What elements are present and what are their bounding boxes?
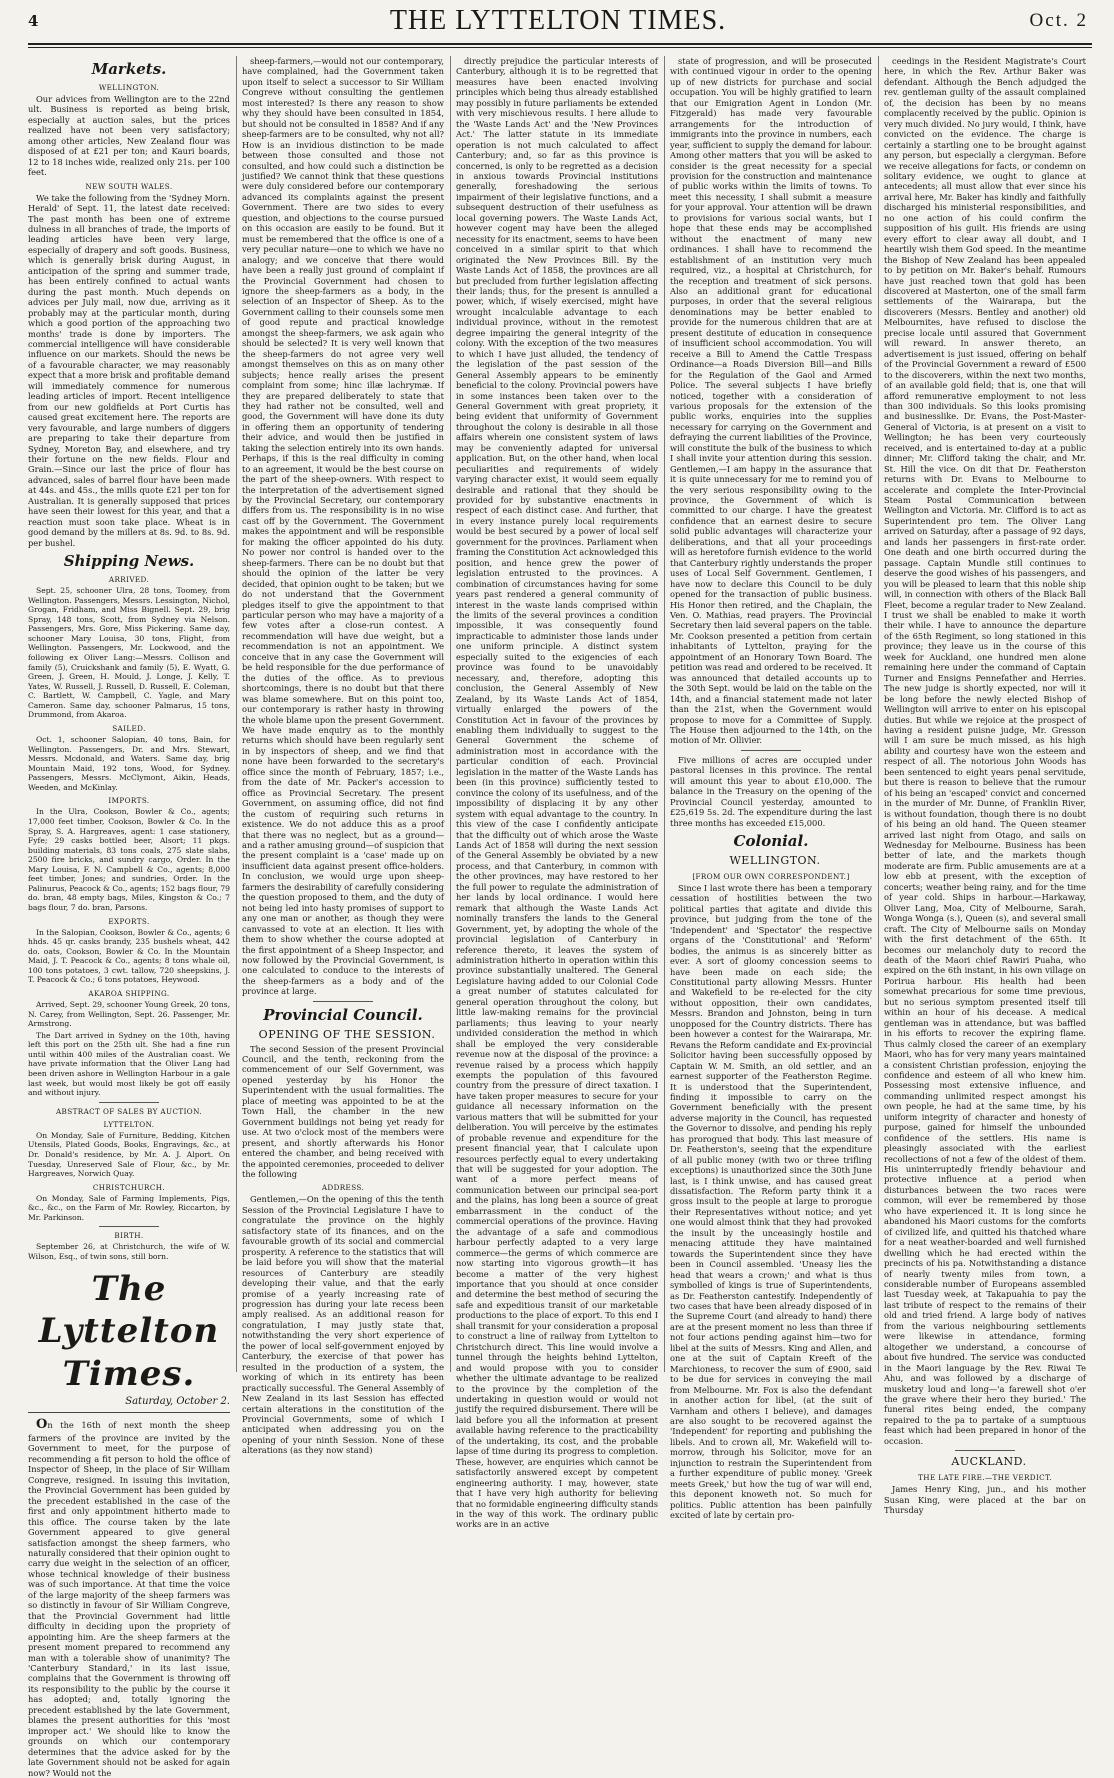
- sailed-subheading: SAILED.: [112, 723, 146, 733]
- auckland-headline: AUCKLAND.: [951, 1455, 1027, 1469]
- column-3: [456, 56, 658, 1530]
- column-2: [242, 56, 444, 1456]
- akaroa-subheading: AKAROA SHIPPING.: [88, 989, 170, 998]
- column-divider: [664, 56, 665, 1372]
- exports-list: In the Salopian, Cookson, Bowler & Co., agents; 6 hhds. 45 qr. casks brandy, 235 bushels wheat, 442 do. oats, Cookson, Bowler & Co. In the Mountain Maid, J. T. Peacock & Co., agents; 8 tons whale oil, 100 tons potatoes, 3 cwt. tallow, 720 sheepskins, J. T. Peacock & Co.; 6 tons potatoes, Heywood.: [28, 927, 230, 985]
- correspondent-subheading: [FROM OUR OWN CORRESPONDENT.]: [692, 871, 850, 881]
- header-rule: [28, 43, 1092, 45]
- lyttelton-subheading: LYTTELTON.: [103, 1119, 155, 1129]
- session-text: The second Session of the present Provincial Council, and the tenth, reckoning from the commencement of our Self Government, was opened yesterday by his Honor the Superintendent with the usual formalities. The place of meeting was appointed to be at the Town Hall, the chamber in the new Government buildings not being yet ready for use. At two o'clock most of the members were present, and shortly afterwards his Honor entered the chamber, and being received with the appointed ceremonies, proceeded to deliver the following: [242, 1043, 444, 1179]
- arrived-subheading: ARRIVED.: [108, 574, 150, 584]
- address-continued: directly prejudice the particular interests of Canterbury, although it is to be regretted that measures have been enacted involving principles which being thus already established may possibly in future parliaments be extended with very mischievous results. I here allude to the 'Waste Lands Act' and the 'New Provinces Act.' The latter statute in its immediate operation is not much calculated to affect Canterbury; and, so far as this province is concerned, is only to be regretted as a decision in anxious towards Provincial institutions generally, foreshadowing the serious impairment of their legislative functions, and a subsequent destruction of their usefulness as local governing powers. The Waste Lands Act, however cogent may have been the alleged necessity for its enactment, seems to have been conceived in a similar spirit to that which originated the New Provinces Bill. By the Waste Lands Act of 1858, the provinces are all but precluded from further legislation affecting their lands; thus, for the present is annulled a power, which, if wisely exercised, might have wrought incalculable advantage to each individual province, without in the remotest degree impairing the general integrity of the colony. With the exception of the two measures to which I have just alluded, the tendency of the legislation of the past session of the General Assembly appears to be eminently beneficial to the colony. Provincial powers have in some instances been taken over to the General Government with great propriety, it being evident that uniformity of Government throughout the colony is desirable in all those affairs wherein one consistent system of laws may be conveniently adapted for universal application. But, on the other hand, when local peculiarities and requirements of widely varying character exist, it would seem equally desirable and rational that they should be provided for by substantive enactments in respect of each distinct case. And further, that in every instance purely local requirements would be best secured by a power of local self government for the provinces. Parliament when framing the Constitution Act acknowledged this position, and hence grew the power of legislation entrusted to the provinces. A combination of circumstances having for some years past rendered a general community of interest in the waste lands comprised within the limits of the several provinces a condition impossible, it was consequently found impracticable to administer those lands under one uniform principle. A distinct system especially suited to the exigencies of each province was found to be unavoidably necessary, and, therefore, adopting this conclusion, the General Assembly of New Zealand, by its Waste Lands Act of 1854, virtually enlarged the powers of the Constitution Act in favour of the provinces by enabling them individually to suggest to the General Government the scheme of administration most in accordance with the particular condition of each. Provincial legislation in the matter of the Waste Lands has been (in this province) sufficiently tested to convince the colony of its usefulness, and of the impossibility of displacing it by any other system with equal advantage to the country. In this view of the case I confidently anticipate that the difficulty out of which arose the Waste Lands Act of 1858 will during the next session of the General Assembly be obviated by a new process, and that Canterbury, in common with the other provinces, may have restored to her the full power to regulate the administration of her lands by local ordinance. I would here remark that although the Waste Lands Act nominally transfers the lands to the General Government, yet, by adopting the whole of the provincial legislation of Canterbury in reference thereto, it leaves the system of administration hitherto in operation within this province substantially unaltered. The General Legislature having added to our Colonial Code a great number of statutes calculated for general operation throughout the colony, but little law-making remains for the provincial parliaments; thus leaving to your nearly undivided consideration the method in which shall be employed the very considerable revenue now at the disposal of the province: a revenue raised by a process which happily exempts the population of this favoured country from the pressure of direct taxation. I have taken proper measures to secure for your guidance all necessary information on the various matters that will be submitted for your deliberation. You will perceive by the estimates of probable revenue and expenditure for the present financial year, that I calculate upon resources perfectly equal to every undertaking that will be suggested for your adoption. The want of a more perfect means of communication between our principal sea-port and the plains, has long been a source of great embarrassment in the conduct of the commercial operations of the province. Having the advantage of a safe and commodious harbour perfectly adapted to a very large commerce—the germs of which commerce are now starting into vigorous growth—it has become a matter of the very highest importance that you should at once consider and determine the best method of securing the safe and expeditious transit of our marketable productions to the place of export. To this end I shall transmit for your consideration a proposal to construct a line of railway from Lyttelton to Christchurch direct. This line would involve a tunnel through the heights behind Lyttelton, and would propose with you to consider whether the ultimate advantage to be realized to the province by the completion of the undertaking in question would or would not justify the required disbursement. There will be laid before you all the information at present available having reference to the practicability of the undertaking, its cost, and the probable lapse of time during its progress to completion. These, however, are enquiries which cannot be satisfactorily answered except by competent engineering authority. I may, however, state that I have very high authority for believing that no formidable engineering difficulty stands in the way of this work. The ordinary public works are in an active: [456, 56, 658, 1530]
- column-1: [28, 56, 230, 1778]
- section-rule: [313, 1001, 373, 1002]
- section-rule: [741, 750, 801, 751]
- column-divider: [236, 56, 237, 1372]
- auction-sales-lyttelton: On Monday, Sale of Furniture, Bedding, Kitchen Utensils, Plated Goods, Books, Engravings, &c., at Dr. Donald's residence, by Mr. A. J. Alport. On Tuesday, Unreserved Sale of Flour, &c., by Mr. Hargreaves, Norwich Quay.: [28, 1130, 230, 1179]
- birth-heading: BIRTH.: [114, 1231, 144, 1241]
- auction-sales-christchurch: On Monday, Sale of Farming Implements, Pigs, &c., &c., on the Farm of Mr. Rowley, Riccarton, by Mr. Parkinson.: [28, 1193, 230, 1222]
- column-5: [884, 56, 1086, 1516]
- editorial-text: On the 16th of next month the sheep farmers of the province are invited by the Government to meet, for the purpose of recommending a fit person to hold the office of Inspector of Sheep, in the place of Sir William Congreve, resigned. In issuing this invitation, the Provincial Government has been guided by the precedent established in the case of the first and only appointment hitherto made to this office. The course taken by the late Government appeared to give general satisfaction amongst the sheep farmers, who naturally considered that their opinion ought to carry due weight in the selection of an officer, whose technical knowledge of their business was of such importance. At that time the voice of the large majority of the sheep farmers was so distinctly in favour of Sir William Congreve, that the Provincial Government had little difficulty in deciding upon the propriety of appointing him. Are the sheep farmers at the present moment prepared to recommend any man with a tolerable show of unanimity? The 'Canterbury Standard,' in its last issue, complains that the Government is throwing off its responsibility to the public by the course it has adopted; and, totally ignoring the precedent established by the late Government, blames the present authorities for this 'most improper act.' We should like to know the grounds on which our contemporary determines that the advice asked for by the late Government should not be asked for again now? Would not the: [28, 1416, 230, 1778]
- treasury-note: Five millions of acres are occupied under pastoral licenses in this province. The rental will amount this year to about £10,000. The balance in the Treasury on the opening of the Provincial Council yesterday, amounted to £25,619 5s. 2d. The expenditure during the last three months has exceeded £15,000.: [670, 754, 872, 828]
- arrived-list: Sept. 25, schooner Ulra, 28 tons, Toomey, from Wellington. Passengers, Messrs. Lessington, Nichol, Grogan, Fridham, and Miss Bignell. Sept. 29, brig Spray, 148 tons, Scott, from Sydney via Nelson. Passengers, Mrs. Gore, Miss Pickering. Same day, schooner Mary Louisa, 30 tons, Flight, from Wellington. Passengers, Mr. Lockwood, and the following ex Oliver Lang:—Messrs. Collison and family (5), Cruickshank and family (5), E. Wyatt, G. Green, J. Green, H. Mould, J. Longe, J. Kelly, T. Yates, W. Russell, J. Russell, D. Russell, E. Coleman, C. Bartlett, W. Campbell, C. Yagle, and Mary Cameron. Same day, schooner Palmarus, 15 tons, Drummond, from Akaroa.: [28, 586, 230, 720]
- session-headline: OPENING OF THE SESSION.: [258, 1027, 436, 1041]
- address-conclusion: state of progression, and will be prosecuted with continued vigour in order to the opening up of new districts for purchase and social occupation. You will be highly gratified to learn that our Emigration Agent in London (Mr. Fitzgerald) has made very favourable arrangements for the introduction of immigrants into the province in numbers, each year, sufficient to supply the demand for labour. Among other matters that you will be asked to consider is the great necessity for a special provision for the construction and maintenance of public works within the limits of towns. To meet this necessity, I shall submit a measure for your approval. Your attention will be drawn to provisions for various social wants, but I hope that these ends may be accomplished without the enactment of many new ordinances. I shall have to recommend the establishment of an institution very much required, viz., a hospital at Christchurch, for the reception and treatment of sick persons. Also an additional grant for educational purposes, in order that the several religious denominations may be better enabled to provide for the numerous children that are at present destitute of education in consequence of insufficient school accommodation. You will receive a Bill to Amend the Cattle Trespass Ordinance—a Roads Diversion Bill—and Bills for the Regulation of the Gaol and Armed Police. The several subjects I have briefly noticed, together with a consideration of various proposals for the extension of the public works, enquiries into the supplies necessary for carrying on the Government and defraying the current liabilities of the Province, will constitute the bulk of the business to which I shall invite your attention during this session. Gentlemen,—I am happy in the assurance that it is quite unnecessary for me to remind you of the very serious responsibility owing to the province, the Government of which is committed to our charge. I have the greatest confidence that an earnest desire to secure solid public advantages will characterize your deliberations, and that all your proceedings will as heretofore furnish evidence to the world that Canterbury rightly understands the proper uses of Local Self Government. Gentlemen, I have now to declare this Council to be duly opened for the transaction of public business. His Honor then retired, and the Chaplain, the Ven. O. Mathias, read prayers. The Provincial Secretary then laid several papers on the table. Mr. Cookson presented a petition from certain inhabitants of Lyttelton, praying for the appointment of an Honorary Town Board. The petition was read and ordered to be received. It was announced that detailed accounts up to the 30th Sept. would be laid on the table on the 14th, and a financial statement made not later than the 21st, when the Government would propose to move for a Committee of Supply. The House then adjourned to the 14th, on the motion of Mr. Ollivier.: [670, 56, 872, 746]
- wellington-market-report: Our advices from Wellington are to the 22nd ult. Business is reported as being brisk, especially at auction sales, but the prices realized have not been very satisfactory; among other articles, New Zealand flour was disposed of at £21 per ton; and Kauri boards, 12 to 18 inches wide, realized only 21s. per 100 feet.: [28, 93, 230, 178]
- shipping-heading: Shipping News.: [63, 552, 195, 571]
- wellington-letter: Since I last wrote there has been a temporary cessation of hostilities between the two political parties that agitate and divide this province, but judging from the tone of the 'Independent' and 'Spectator' the respective organs of the 'Constitutional' and 'Reform' bodies, the animus is as sincerely bitter as ever. A sort of gloomy concession seems to have been made on each side; the Constitutional party allowing Messrs. Hunter and Wakefield to be re-elected for the city without opposition, their own candidates, Messrs. Brandon and Johnston, being in turn unopposed for the Country districts. There has been however a contest for the Wairarapa, Mr. Revans the Reform candidate and Ex-provincial Solicitor having been successfully opposed by Captain W. M. Smith, an old settler, and an earnest supporter of the Featherston Regime. It is understood that the Superintendent, finding it impossible to carry on the Government beneficially with the present adverse majority in the Council, has requested the Governor to dissolve, and pending his reply has prorogued that body. This last measure of Dr. Featherston's, seeing that the expenditure of all public money (with two or three trifling exceptions) is unauthorized since the 30th June last, is I think unwise, and has caused great dissatisfaction. The Reform party think it a gross insult to the people at large to prorogue their Representatives without notice; and yet one would almost think that they had provoked the insult by the unceasingly hostile and menacing attitude they have maintained towards the Superintendent since they have been in Council assembled. 'Uneasy lies the head that wears a crown;' and what is thus symbolled of kings is true of Superintendents, as Dr. Featherston cantestify. Independently of two cases that have been already disposed of in the Supreme Court (and already to hand) there are at the present moment no less than three if not four actions pending against him—two for libel at the suits of Messrs. King and Allen, and one at the suit of Captain Kreeft of the Marchioness, to recover the sum of £900, said to be due for services in conveying the mail from Melbourne. Mr. Fox is also the defendant in another action for libel, (at the suit of Varnham and others I believe), and damages are also sought to be recovered against the 'Independent' for reporting and publishing the libels. And to crown all, Mr. Wakefield will to-morrow, through his Solicitor, move for an injunction to restrain the Superintendent from a further expenditure of public money. 'Greek meets Greek,' but how the tug of war will end, this deponent knoweth not. So much for politics. Public attention has been painfully excited of late by certain pro-: [670, 882, 872, 1521]
- sailed-list: Oct. 1, schooner Salopian, 40 tons, Bain, for Wellington. Passengers, Dr. and Mrs. Stewart, Messrs. Mcdonald, and Waters. Same day, brig Mountain Maid, 192 tons, Wood, for Sydney. Passengers, Messrs. McClymont, Aikin, Heads, Weeden, and McKinlay.: [28, 734, 230, 792]
- masthead-date: Saturday, October 2.: [28, 1396, 230, 1413]
- christchurch-subheading: CHRISTCHURCH.: [92, 1182, 166, 1192]
- column-4: [670, 56, 872, 1521]
- section-rule: [99, 1226, 159, 1227]
- wellington-letter-continued: ceedings in the Resident Magistrate's Court here, in which the Rev. Arthur Baker was defendant. Although the Bench adjudged the rev. gentleman guilty of the assault complained of, the decision has been by no means complacently received by the public. Opinion is very much divided. No jury would, I think, have convicted on the evidence. The charge is certainly a startling one to be brought against any person, but especially a clergyman. Before we receive allegations for facts, or condemn on solitary evidence, we ought to glance at antecedents; all must allow that ever since his arrival here, Mr. Baker has kindly and faithfully discharged his ministerial responsibilities, and no one action of his could confirm the supposition of his guilt. His friends are using every effort to clear away all doubt, and I heartily wish them God speed. In the meantime the Bishop of New Zealand has been appealed to by petition on Mr. Baker's behalf. Rumours have just reached town that gold has been discovered at Masterton, one of the small farm settlements of the Wairarapa, but the discoverers (Messrs. Bentley and another) old Melbournites, have refused to disclose the precise locale until assured that Government will reward. In answer thereto, an advertisement is just issued, offering on behalf of the Provincial Government a reward of £500 to the discoverers, within the next two months, of an available gold field; that is, one that will afford remunerative employment to not less than 300 individuals. So this looks promising and businesslike. Dr. Evans, the Post-Master-General of Victoria, is at present on a visit to Wellington; he has been very courteously received, and is entertained to-day at a public dinner; Mr. Clifford taking the chair, and Mr. St. Hill the vice. On dit that Dr. Featherston returns with Dr. Evans to Melbourne to accelerate and complete the Inter-Provincial Steam Postal Communication between Wellington and Victoria. Mr. Clifford is to act as Superintendent pro tem. The Oliver Lang arrived on Saturday, after a passage of 92 days, and lands her passengers in first-rate order. One death and one birth occurred during the passage. Captain Mundle still continues to deserve the good wishes of his passengers, and you will be pleased to learn that this noble ship will, in connection with others of the Black Ball Fleet, become a regular trader to New Zealand. I trust we shall be enabled to make it worth their while. I have to announce the departure of the 65th Regiment, so long stationed in this province; they leave us in the course of this week for Auckland, one hundred men alone remaining here under the command of Captain Turner and Ensigns Pennefather and Herries. The new judge is shortly expected, nor will it be long before the newly elected Bishop of Wellington will arrive to enter on his episcopal duties. But while we rejoice at the prospect of having a resident puisne judge, Mr. Gresson will I am sure be much missed, as his high ability and courtesy have won the esteem and respect of all. The notorious John Woods has been sentenced to eight years penal servitude, but there is reason to believe that the rumour of his being an 'escaped' convict and concerned in the murder of Mr. Dunne, of Franklin River, is without foundation, though there is no doubt of his being an old hand. The Queen steamer arrived last night from Otago, and sails on Wednesday for Melbourne. Business has been better of late, and the markets though moderate are firm. Public amusements are at a low ebb at present, with the exception of concerts; weather being rainy, and for the time of year cold. Ships in harbour.—Harkaway, Oliver Lang, Moa, City of Melbourne, Sarah, Wonga Wonga (s.), Queen (s), and several small craft. The City of Melbourne sails on Monday with the first detachment of the 65th. It becomes our melancholy duty to record the death of the Maori chief Rawiri Puaha, who expired on the 6th instant, in his own village on Porirua harbour. His health had been somewhat precarious for some time previous, but no serious symptom presented itself till within an hour of his decease. A medical gentleman was in attendance, but was baffled in his efforts to recover the expiring flame. Thus calmly closed the career of an exemplary Maori, who has for very many years maintained a consistent Christian profession, enjoying the confidence and esteem of all who knew him. Possessing most extensive influence, and commanding unlimited respect amongst his own people, he had at the same time, by his uniform integrity of character and honesty of purpose, gained for himself the unbounded confidence of the settlers. His name is pleasingly associated with the earliest recollections of not a few of the oldest of them. His uninterruptedly friendly behaviour and protective influence at a period when disturbances between the two races were common, will ever be remembered by those who have experienced it. It is long since he abandoned his Maori customs for the comforts of civilized life, and quitted his thatched whare for a neat weather-boarded and well furnished dwelling which he had erected within the precincts of his pa. Notwithstanding a distance of nearly twenty miles from town, a considerable number of Europeans assembled last Tuesday week, at Takapuahia to pay the last tribute of respect to the remains of their old and tried friend. A large body of natives from the various neighbouring settlements were likewise in attendance, forming altogether we understand, a concourse of about five hundred. The service was conducted in the Maori language by the Rev. Riwai Te Ahu, and was followed by a discharge of musketry loud and long—'a farewell shot o'er the grave where their hero they buried.' The funeral rites being ended, the company repaired to the pa to partake of a sumptuous feast which had been prepared in honor of the occasion.: [884, 56, 1086, 1446]
- section-rule: [99, 1102, 159, 1103]
- page-number: 4: [28, 12, 39, 30]
- provincial-council-heading: Provincial Council.: [263, 1005, 423, 1024]
- header-rule-thin: [28, 47, 1092, 48]
- issue-date: Oct. 2: [1029, 10, 1088, 31]
- imports-subheading: IMPORTS.: [108, 796, 150, 806]
- wellington-subheading: WELLINGTON.: [98, 82, 160, 92]
- nsw-subheading: NEW SOUTH WALES.: [85, 181, 173, 191]
- column-divider: [450, 56, 451, 1372]
- newspaper-title: THE LYTTELTON TIMES.: [389, 5, 727, 36]
- address-subheading: ADDRESS.: [321, 1183, 365, 1193]
- wellington-headline: WELLINGTON.: [729, 853, 821, 867]
- akaroa-list: Arrived, Sept. 29, schooner Young Greek, 20 tons, N. Carey, from Wellington, Sept. 26. Passenger, Mr. Armstrong.: [28, 1000, 230, 1029]
- imports-list: In the Ulra, Cookson, Bowler & Co., agents; 17,000 feet timber, Cookson, Bowler & Co. In the Spray, S. A. Hargreaves, agent: 1 case stationery, Fyfe; 29 casks bottled beer, Alsort; 11 pkgs. building materials, 83 tons coals, 275 slate slabs, 2500 fire bricks, and sundry cargo, Order. In the Mary Louisa, F. N. Campbell & Co., agents; 8,000 feet timber, Jones; and sundries, Order. In the Palinurus, Peacock & Co., agents; 152 bags flour, 79 do. bran, 48 empty bags, Miles, Kingston & Co.; 7 bags flour, 7 do. bran, Parsons.: [28, 807, 230, 912]
- editorial-continued: sheep-farmers,—would not our contemporary, have complained, had the Government taken upon itself to select a successor to Sir William Congreve without consulting the gentlemen most interested? Is there any reason to show why they should have been consulted in 1854, but should not be consulted in 1858? And if any sheep-farmers are to be consulted, why not all? How is an invidious distinction to be made between those consulted and those not consulted, and how could such a distinction be justified? We cannot think that these questions were duly considered before our contemporary advanced its complaints against the present Government. There are two sides to every question, and objections to the course pursued on this occasion are easily to be found. But it must be remembered that the office is one of a very peculiar nature—one to which we have no analogy; and we conceive that there would have been a really just ground of complaint if the Provincial Government had chosen to ignore the sheep-farmers as a body, in the selection of an Inspector of Sheep. As to the Government calling to their counsels some men of good repute and practical knowledge amongst the sheep-farmers, we ask again who should be selected? It is very well known that the sheep-farmers do not agree very well amongst themselves on this as on many other subjects; hence really arises the present complaint from some; hinc illæ lachrymæ. If they are prepared deliberately to state that they had rather not be consulted, well and good, the Government will have done its duty in offering them an opportunity of tendering their advice, and would then be justified in taking the selection entirely into its own hands. Perhaps, if this is the real difficulty in coming to an agreement, it would be the best course on the part of the sheep-owners. With respect to the interpretation of the advertisement signed by the Provincial Secretary, our contemporary differs from us. The responsibility is in no wise cast off by the Government. The Government makes the appointment and will be responsible for making the officer appointed do his duty. No power nor control is handed over to the sheep-farmers. There can be no doubt but that should the opinion of the latter be very decided, that opinion ought to be taken; but we do not understand that the Government pledges itself to give the appointment to that particular person who may have a majority of a few votes after a close-run contest. A recommendation will have due weight, but a recommendation is not an appointment. We conceive that in any case the Government will be held responsible for the due performance of the duties of the office. As to previous shortcomings, there is no doubt but that there was blame somewhere. But on this point too, our contemporary is rather hasty in throwing the whole blame upon the present Government. We have made enquiry as to the monthly returns which should have been regularly sent in by inspectors of sheep, and we find that none have been forwarded to the secretary's office since the month of February, 1857; i.e., from the date of Mr. Packer's accession to office as Provincial Secretary. The present Government, on assuming office, did not find the custom of requiring such returns in existence. We do not adduce this as a proof that there was no neglect, but as a ground—and a rather amusing ground—of suspicion that the present complaint is a 'case' made up on insufficient data against present office-holders. In conclusion, we would urge upon sheep-farmers the desirability of carefully considering the question proposed to them, and the duty of not being led into hasty promises of support to any one man or another, as though they were canvassed to vote at an election. It lies with them to show whether the course adopted at the first appointment of a Sheep Inspector, and now followed by the Provincial Government, is one calculated to conduce to the interests of the sheep-farmers as a body and of the province at large.: [242, 56, 444, 997]
- birth-notice: September 26, at Christchurch, the wife of W. Wilson, Esq., of twin sons, still born.: [28, 1242, 230, 1261]
- section-rule: [955, 1450, 1015, 1451]
- masthead: The Lyttelton Times.: [38, 1268, 220, 1395]
- page-header: [28, 0, 1088, 42]
- late-fire-subheading: THE LATE FIRE.—THE VERDICT.: [918, 1473, 1052, 1483]
- auckland-text: James Henry King, jun., and his mother Susan King, were placed at the bar on Thursday: [884, 1484, 1086, 1516]
- exports-subheading: EXPORTS.: [108, 916, 150, 926]
- address-text: Gentlemen,—On the opening of this the tenth Session of the Provincial Legislature I have to congratulate the province on the highly satisfactory state of its finances, and on the favourable growth of its social and commercial prosperity. A reference to the statistics that will be laid before you will show that the material resources of Canterbury are steadily developing their value, and that the early promise of a yearly increasing rate of progression has during your late recess been amply realised. As an additional reason for congratulation, I may justly state that, notwithstanding the very short experience of the power of local self-government enjoyed by Canterbury, the exercise of that power has resulted in the production of a system, the working of which in its entirety has been practically successful. The General Assembly of New Zealand in its last Session has effected certain alterations in the constitution of the Provincial Governments, some of which I anticipated when addressing you on the opening of your ninth Session. None of these alterations (as they now stand): [242, 1194, 444, 1456]
- colonial-heading: Colonial.: [733, 832, 809, 851]
- column-divider: [878, 56, 879, 1372]
- abstract-heading: ABSTRACT OF SALES BY AUCTION.: [55, 1106, 203, 1116]
- markets-heading: Markets.: [91, 60, 167, 78]
- nsw-market-report: We take the following from the 'Sydney Morn. Herald' of Sept. 11, the latest date received: The past month has been one of extreme dulness in all branches of trade, the imports of leading articles have been very large, especially of drapery and soft goods. Business, which is generally brisk during August, in anticipation of the spring and summer trade, has been entirely confined to actual wants during the past month. Much depends on advices per July mail, now due, arriving as it probably may at the particular month, during which a good portion of the approaching two months' trade is done by importers. The commercial intelligence will have considerable influence on our markets. Should the news be of a favourable character, we may reasonably expect that a more brisk and profitable demand will immediately commence for numerous leading articles of import. Recent intelligence from our new goldfields at Port Curtis has caused great excitement here. The reports are very favourable, and large numbers of diggers are preparing to take their departure from Sydney, Moreton Bay, and elsewhere, and try their fortune on the new fields. Flour and Grain.—Since our last the price of flour has advanced, sales of barrel flour have been made at 44s. and 45s., the mills quote £21 per ton for Australian. It is generally supposed that prices have seen their lowest for this year, and that a reaction must soon take place. Wheat is in good demand by the millers at 8s. 9d. to 8s. 9d. per bushel.: [28, 192, 230, 548]
- shipping-notes: The Dart arrived in Sydney on the 10th, having left this port on the 25th ult. She had a fine run until within 400 miles of the Australian coast. We have private information that the Oliver Lang had been driven ashore in Wellington Harbour in a gale last week, but would most likely be got off easily and without injury.: [28, 1030, 230, 1098]
